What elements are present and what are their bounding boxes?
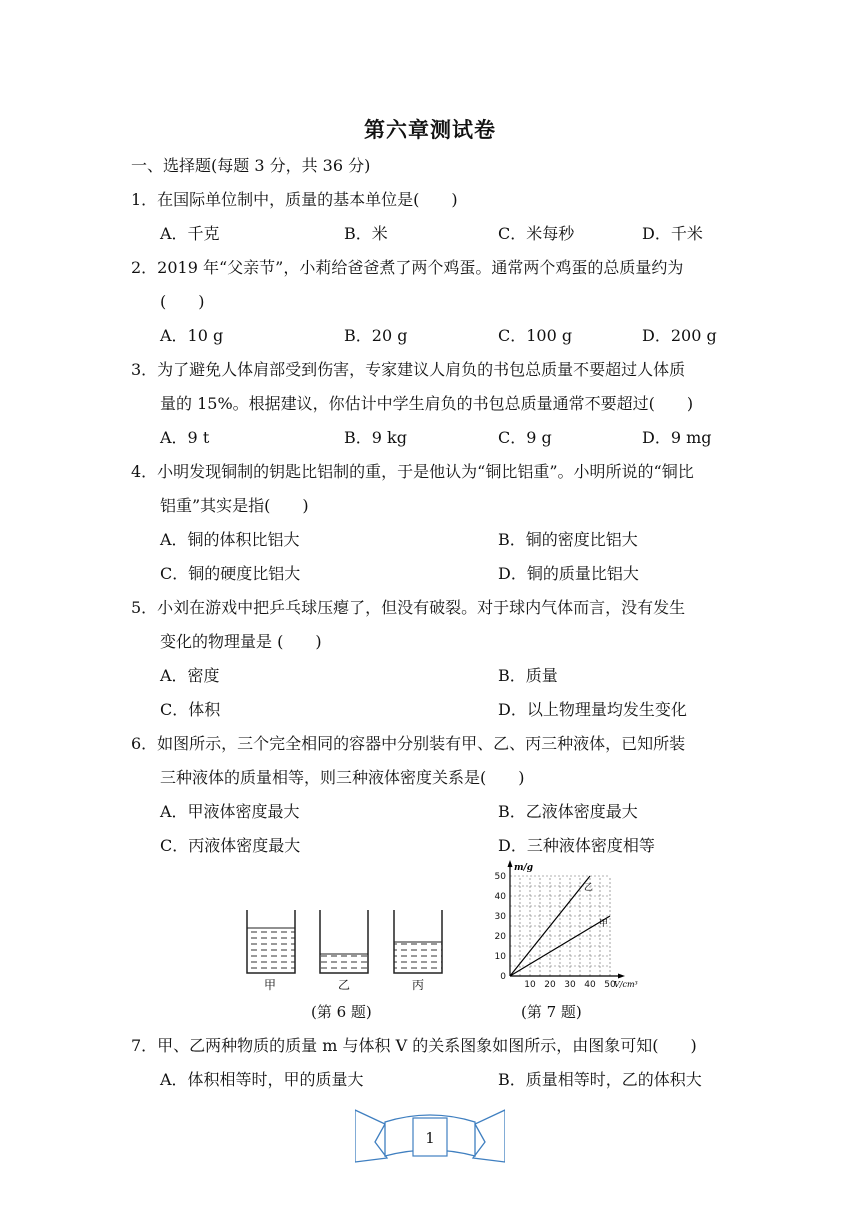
q4-option-c: C．铜的硬度比铝大 bbox=[160, 564, 301, 583]
q5-option-d: D．以上物理量均发生变化 bbox=[498, 700, 687, 719]
q4-option-b: B．铜的密度比铝大 bbox=[498, 530, 638, 549]
y-tick-label: 10 bbox=[494, 952, 506, 962]
y-axis-arrow bbox=[508, 860, 513, 867]
q3-option-b: B．9 kg bbox=[344, 428, 407, 447]
section-heading: 一、选择题(每题 3 分，共 36 分) bbox=[131, 156, 371, 175]
q1-option-b: B．米 bbox=[344, 224, 388, 243]
x-axis-label: V/cm³ bbox=[614, 980, 638, 989]
q2-option-a: A．10 g bbox=[160, 326, 224, 345]
q5-stem-cont: 变化的物理量是 ( ) bbox=[160, 632, 322, 651]
q2-option-d: D．200 g bbox=[642, 326, 717, 345]
q6-option-b: B．乙液体密度最大 bbox=[498, 802, 638, 821]
x-tick-label: 20 bbox=[544, 980, 556, 990]
figure-6-caption: (第 6 题) bbox=[311, 1003, 372, 1021]
q1-option-d: D．千米 bbox=[642, 224, 703, 243]
q3-stem-cont: 量的 15%。根据建议，你估计中学生肩负的书包总质量通常不要超过( ) bbox=[160, 394, 694, 413]
q3-option-d: D．9 mg bbox=[642, 428, 712, 447]
q4-stem-cont: 铝重”其实是指( ) bbox=[160, 496, 309, 515]
q4-option-a: A．铜的体积比铝大 bbox=[160, 530, 300, 549]
y-tick-label: 40 bbox=[494, 892, 506, 902]
q1-option-c: C．米每秒 bbox=[498, 224, 575, 243]
q3-option-c: C．9 g bbox=[498, 428, 552, 447]
q3-stem: 3．为了避免人体肩部受到伤害，专家建议人肩负的书包总质量不要超过人体质 bbox=[131, 360, 686, 379]
q7-stem: 7．甲、乙两种物质的质量 m 与体积 V 的关系图象如图所示，由图象可知( ) bbox=[131, 1036, 697, 1055]
label-jia: 甲 bbox=[264, 978, 277, 992]
q7-option-a: A．体积相等时，甲的质量大 bbox=[160, 1070, 364, 1089]
q2-option-c: C．100 g bbox=[498, 326, 573, 345]
q4-stem: 4．小明发现铜制的钥匙比铝制的重，于是他认为“铜比铝重”。小明所说的“铜比 bbox=[131, 462, 694, 481]
x-tick-label: 40 bbox=[584, 980, 596, 990]
page-number: 1 bbox=[425, 1129, 435, 1147]
x-tick-label: 30 bbox=[564, 980, 576, 990]
series-label-jia: 甲 bbox=[599, 919, 609, 929]
figure-7-caption: (第 7 题) bbox=[521, 1003, 582, 1021]
y-tick-label: 50 bbox=[494, 872, 506, 882]
container-jia bbox=[247, 910, 295, 973]
series-label-yi: 乙 bbox=[584, 883, 594, 893]
q6-option-d: D．三种液体密度相等 bbox=[498, 836, 655, 855]
label-yi: 乙 bbox=[338, 978, 351, 992]
q6-option-c: C．丙液体密度最大 bbox=[160, 836, 301, 855]
y-tick-label: 20 bbox=[494, 932, 506, 942]
q5-option-a: A．密度 bbox=[160, 666, 220, 685]
q6-stem-cont: 三种液体的质量相等，则三种液体密度关系是( ) bbox=[160, 768, 525, 787]
q1-stem: 1．在国际单位制中，质量的基本单位是( ) bbox=[131, 190, 458, 209]
container-bing bbox=[394, 910, 442, 973]
y-tick-label: 0 bbox=[500, 972, 506, 982]
container-yi bbox=[320, 910, 368, 973]
q2-stem-cont: ( ) bbox=[160, 292, 205, 311]
q5-option-c: C．体积 bbox=[160, 700, 221, 719]
q6-stem: 6．如图所示，三个完全相同的容器中分别装有甲、乙、丙三种液体，已知所装 bbox=[131, 734, 686, 753]
x-tick-label: 50 bbox=[604, 980, 616, 990]
x-tick-label: 10 bbox=[524, 980, 536, 990]
q7-option-b: B．质量相等时，乙的体积大 bbox=[498, 1070, 702, 1089]
x-axis-arrow bbox=[618, 974, 625, 979]
q5-option-b: B．质量 bbox=[498, 666, 558, 685]
q4-option-d: D．铜的质量比铝大 bbox=[498, 564, 639, 583]
q2-option-b: B．20 g bbox=[344, 326, 408, 345]
figure-7-chart bbox=[488, 860, 658, 996]
q2-stem: 2．2019 年“父亲节”，小莉给爸爸煮了两个鸡蛋。通常两个鸡蛋的总质量约为 bbox=[131, 258, 684, 277]
page-title: 第六章测试卷 bbox=[364, 117, 496, 142]
label-bing: 丙 bbox=[412, 978, 425, 992]
y-axis-label: m/g bbox=[514, 863, 534, 873]
q5-stem: 5．小刘在游戏中把乒乓球压瘪了，但没有破裂。对于球内气体而言，没有发生 bbox=[131, 598, 686, 617]
q6-option-a: A．甲液体密度最大 bbox=[160, 802, 300, 821]
q3-option-a: A．9 t bbox=[160, 428, 210, 447]
y-tick-label: 30 bbox=[494, 912, 506, 922]
q1-option-a: A．千克 bbox=[160, 224, 220, 243]
